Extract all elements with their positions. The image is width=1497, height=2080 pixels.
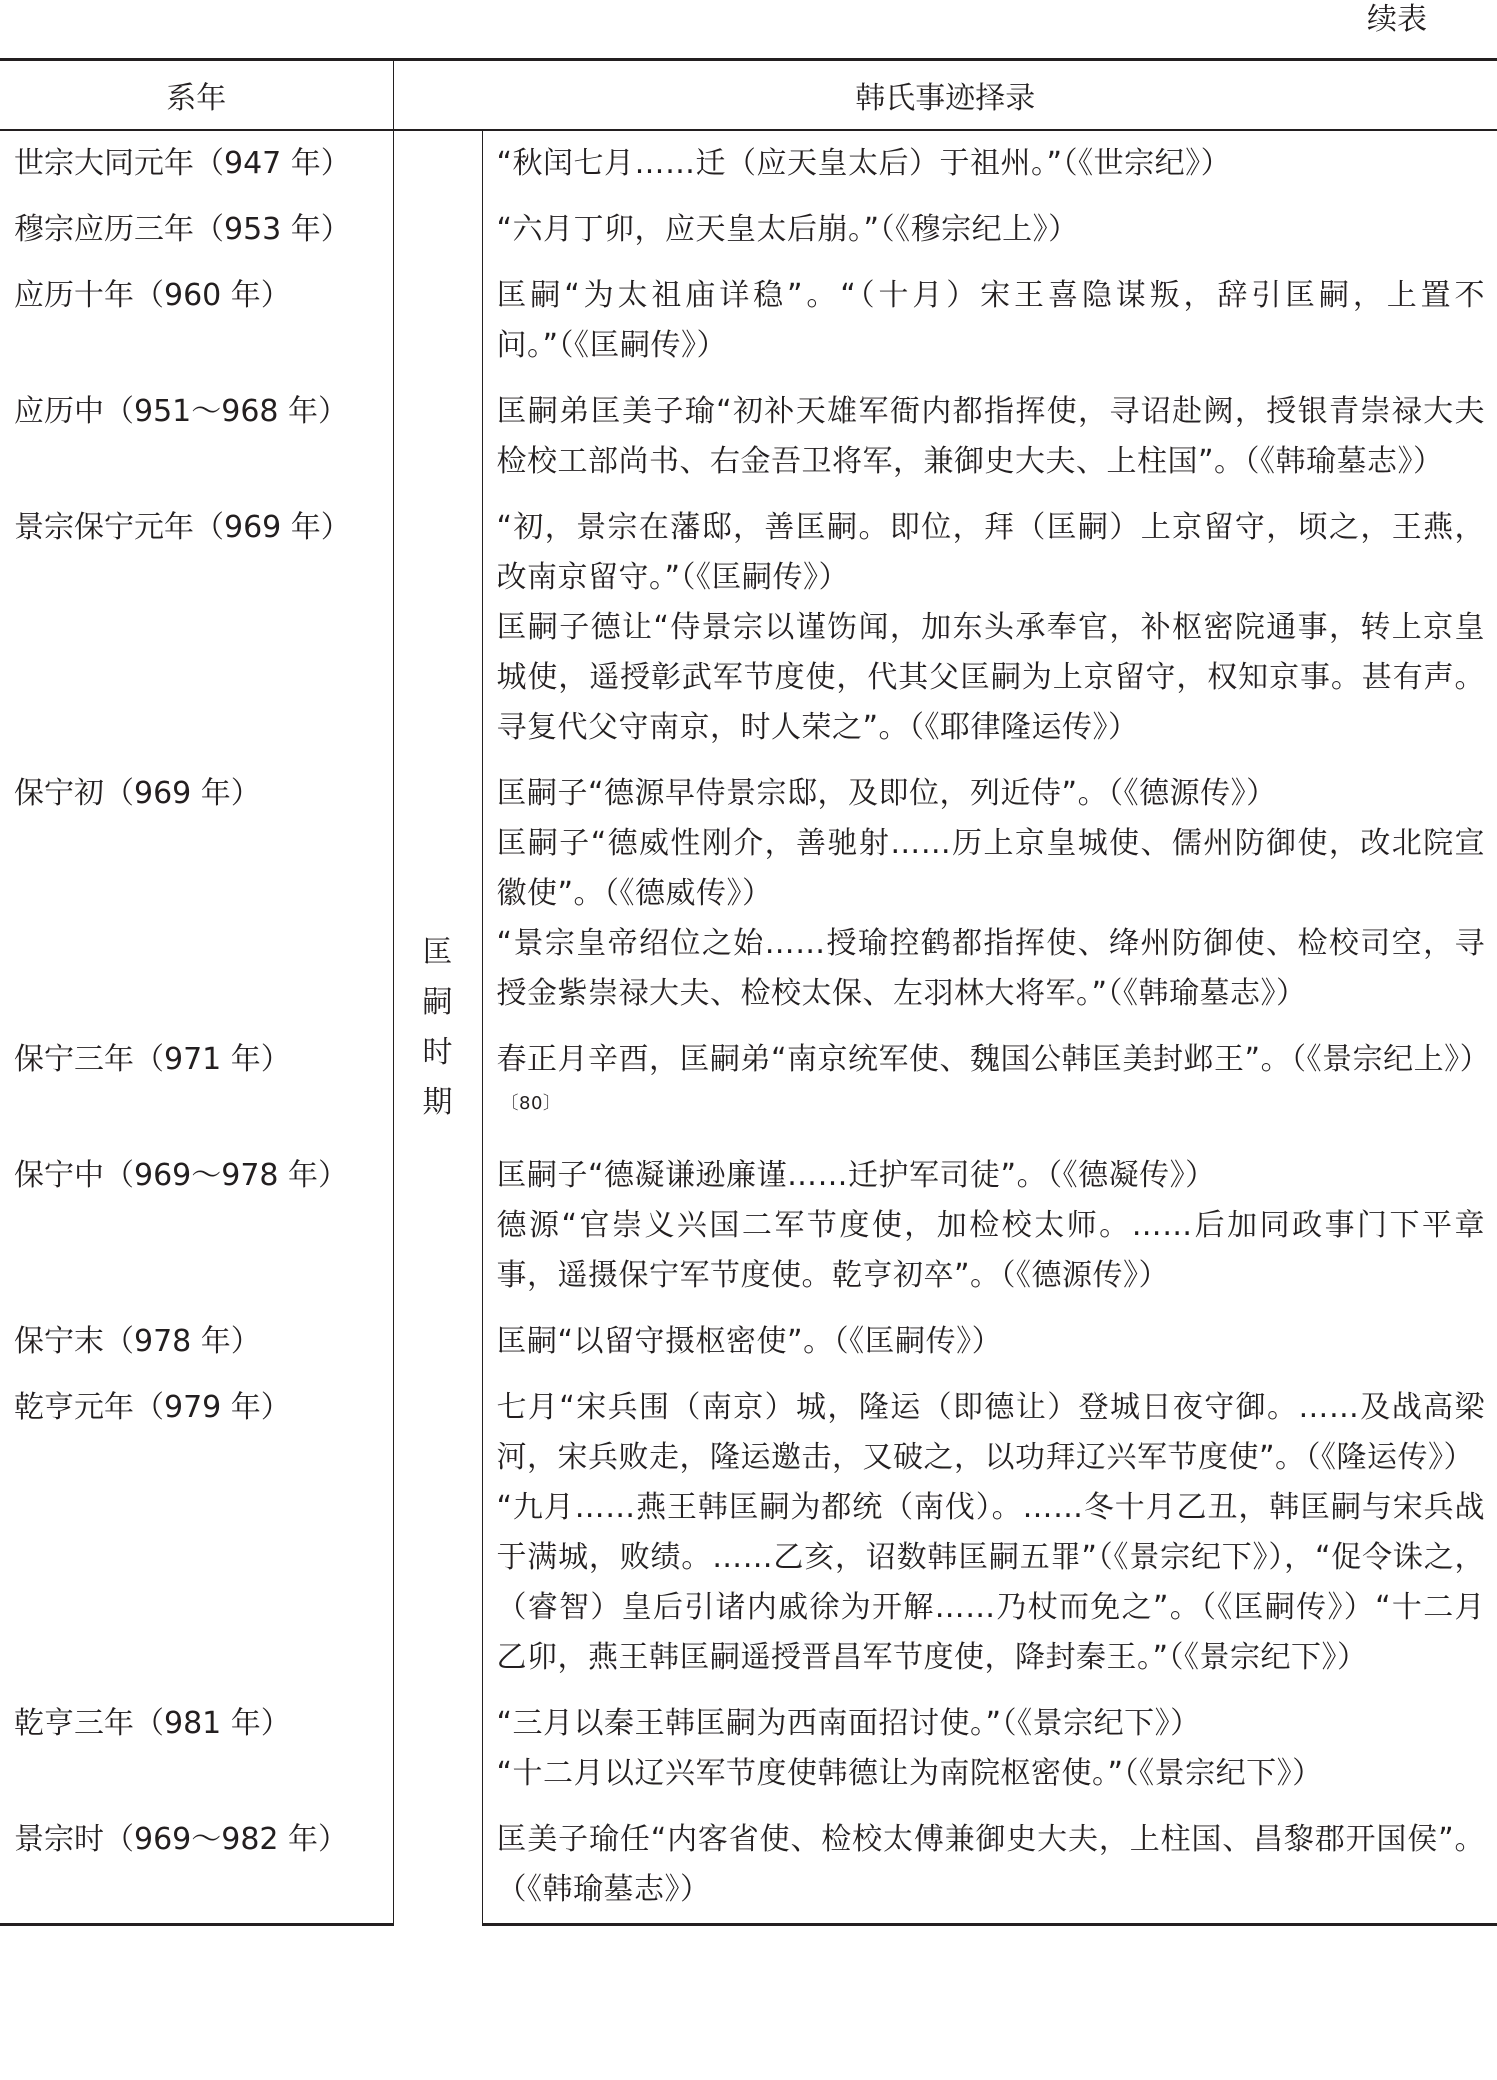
event-paragraph bbox=[497, 1699, 1486, 1749]
period-char: 嗣 bbox=[422, 984, 453, 1020]
year-cell: 乾亨元年（979 年） bbox=[0, 1375, 393, 1691]
events-cell bbox=[482, 495, 1497, 761]
event-text: “十二月以辽兴军节度使韩德让为南院枢密使。”（《景宗纪下》） bbox=[496, 1756, 1323, 1791]
event-text: “秋闰七月……迁（应天皇太后）于祖州。”（《世宗纪》） bbox=[496, 146, 1232, 181]
event-text: “景宗皇帝绍位之始……授瑜控鹤都指挥使、绛州防御使、检校司空，寻授金紫崇禄大夫、检校太保、左羽林大将军。”（《韩瑜墓志》） bbox=[496, 926, 1485, 1011]
events-cell bbox=[482, 197, 1497, 263]
event-paragraph bbox=[497, 1383, 1486, 1483]
footnote-ref: 〔80〕 bbox=[500, 1093, 562, 1114]
event-paragraph bbox=[497, 819, 1486, 919]
table-row bbox=[0, 1027, 1497, 1143]
event-text: “九月……燕王韩匡嗣为都统（南伐）。……冬十月乙丑，韩匡嗣与宋兵战于满城，败绩。……乙亥，诏数韩匡嗣五罪”（《景宗纪下》），“促令诛之，（睿智）皇后引诸内戚徐为开解……乃杖而免之”。（《匡嗣传》）“十二月乙卯，燕王韩匡嗣遥授晋昌军节度使，降封秦王。”（《景宗纪下》） bbox=[496, 1490, 1485, 1675]
event-paragraph bbox=[496, 1035, 1491, 1135]
event-paragraph bbox=[497, 205, 1486, 255]
events-cell bbox=[482, 1027, 1497, 1143]
table-continued-caption: 续表 bbox=[1367, 2, 1427, 37]
year-cell: 景宗时（969～982 年） bbox=[0, 1807, 393, 1925]
event-paragraph bbox=[497, 139, 1486, 189]
event-text: “初，景宗在藩邸，善匡嗣。即位，拜（匡嗣）上京留守，顷之，王燕，改南京留守。”（《匡嗣传》） bbox=[496, 510, 1485, 595]
table-row bbox=[0, 263, 1497, 379]
table-row bbox=[0, 1691, 1497, 1807]
event-paragraph bbox=[497, 603, 1486, 753]
event-text: 七月“宋兵围（南京）城，隆运（即德让）登城日夜守御。……及战高梁河，宋兵败走，隆运邀击，又破之，以功拜辽兴军节度使”。（《隆运传》） bbox=[496, 1390, 1485, 1475]
header-events: 韩氏事迹择录 bbox=[393, 60, 1497, 131]
table-row bbox=[0, 130, 1497, 197]
event-text: 春正月辛酉，匡嗣弟“南京统军使、魏国公韩匡美封邺王”。（《景宗纪上》） bbox=[496, 1042, 1491, 1077]
event-paragraph bbox=[497, 1151, 1486, 1201]
event-paragraph bbox=[497, 1749, 1486, 1799]
year-cell: 应历十年（960 年） bbox=[0, 263, 393, 379]
events-cell bbox=[482, 1375, 1497, 1691]
event-paragraph bbox=[497, 1317, 1486, 1367]
han-family-events-table bbox=[0, 58, 1497, 1926]
table-body bbox=[0, 130, 1497, 1925]
event-paragraph bbox=[497, 1483, 1486, 1683]
events-cell bbox=[482, 761, 1497, 1027]
year-cell: 应历中（951～968 年） bbox=[0, 379, 393, 495]
table-row bbox=[0, 1309, 1497, 1375]
event-paragraph bbox=[497, 919, 1486, 1019]
events-cell bbox=[482, 1143, 1497, 1309]
event-text: 匡嗣子德让“侍景宗以谨饬闻，加东头承奉官，补枢密院通事，转上京皇城使，遥授彰武军节度使，代其父匡嗣为上京留守，权知京事。甚有声。寻复代父守南京，时人荣之”。（《耶律隆运传》） bbox=[496, 610, 1485, 745]
year-cell: 保宁三年（971 年） bbox=[0, 1027, 393, 1143]
event-text: 匡美子瑜任“内客省使、检校太傅兼御史大夫，上柱国、昌黎郡开国侯”。（《韩瑜墓志》） bbox=[496, 1822, 1485, 1907]
table-header-row bbox=[0, 60, 1497, 131]
event-paragraph bbox=[497, 1201, 1486, 1301]
table-row bbox=[0, 1143, 1497, 1309]
event-paragraph bbox=[497, 503, 1486, 603]
event-text: 匡嗣子“德威性刚介，善驰射……历上京皇城使、儒州防御使，改北院宣徽使”。（《德威传》） bbox=[496, 826, 1485, 911]
events-cell bbox=[482, 1309, 1497, 1375]
event-text: 匡嗣弟匡美子瑜“初补天雄军衙内都指挥使，寻诏赴阙，授银青崇禄大夫检校工部尚书、右金吾卫将军，兼御史大夫、上柱国”。（《韩瑜墓志》） bbox=[496, 394, 1485, 479]
event-text: 匡嗣子“德源早侍景宗邸，及即位，列近侍”。（《德源传》） bbox=[496, 776, 1277, 811]
table-row bbox=[0, 1807, 1497, 1925]
table-row bbox=[0, 761, 1497, 1027]
year-cell: 保宁中（969～978 年） bbox=[0, 1143, 393, 1309]
events-cell bbox=[482, 130, 1497, 197]
event-paragraph bbox=[497, 387, 1486, 487]
event-paragraph bbox=[497, 1815, 1486, 1915]
event-text: 德源“官崇义兴国二军节度使，加检校太师。……后加同政事门下平章事，遥摄保宁军节度使。乾亨初卒”。（《德源传》） bbox=[496, 1208, 1485, 1293]
table-row bbox=[0, 495, 1497, 761]
event-text: “三月以秦王韩匡嗣为西南面招讨使。”（《景宗纪下》） bbox=[496, 1706, 1201, 1741]
event-text: “六月丁卯，应天皇太后崩。”（《穆宗纪上》） bbox=[496, 212, 1079, 247]
period-char: 匡 bbox=[422, 934, 453, 970]
event-paragraph bbox=[497, 271, 1486, 371]
event-text: 匡嗣子“德凝谦逊廉谨……迁护军司徒”。（《德凝传》） bbox=[496, 1158, 1216, 1193]
event-text: 匡嗣“以留守摄枢密使”。（《匡嗣传》） bbox=[496, 1324, 1003, 1359]
year-cell: 保宁末（978 年） bbox=[0, 1309, 393, 1375]
events-cell bbox=[482, 1807, 1497, 1925]
event-text: 匡嗣“为太祖庙详稳”。“（十月）宋王喜隐谋叛，辞引匡嗣，上置不问。”（《匡嗣传》） bbox=[496, 278, 1485, 363]
table-row bbox=[0, 1375, 1497, 1691]
table-row bbox=[0, 379, 1497, 495]
year-cell: 世宗大同元年（947 年） bbox=[0, 130, 393, 197]
events-cell bbox=[482, 379, 1497, 495]
table-row bbox=[0, 197, 1497, 263]
events-cell bbox=[482, 263, 1497, 379]
header-year: 系年 bbox=[0, 60, 393, 131]
year-cell: 保宁初（969 年） bbox=[0, 761, 393, 1027]
event-paragraph bbox=[497, 769, 1486, 819]
period-cell bbox=[393, 130, 482, 1925]
events-cell bbox=[482, 1691, 1497, 1807]
year-cell: 景宗保宁元年（969 年） bbox=[0, 495, 393, 761]
year-cell: 穆宗应历三年（953 年） bbox=[0, 197, 393, 263]
period-char: 期 bbox=[422, 1084, 453, 1120]
period-char: 时 bbox=[422, 1034, 453, 1070]
year-cell: 乾亨三年（981 年） bbox=[0, 1691, 393, 1807]
